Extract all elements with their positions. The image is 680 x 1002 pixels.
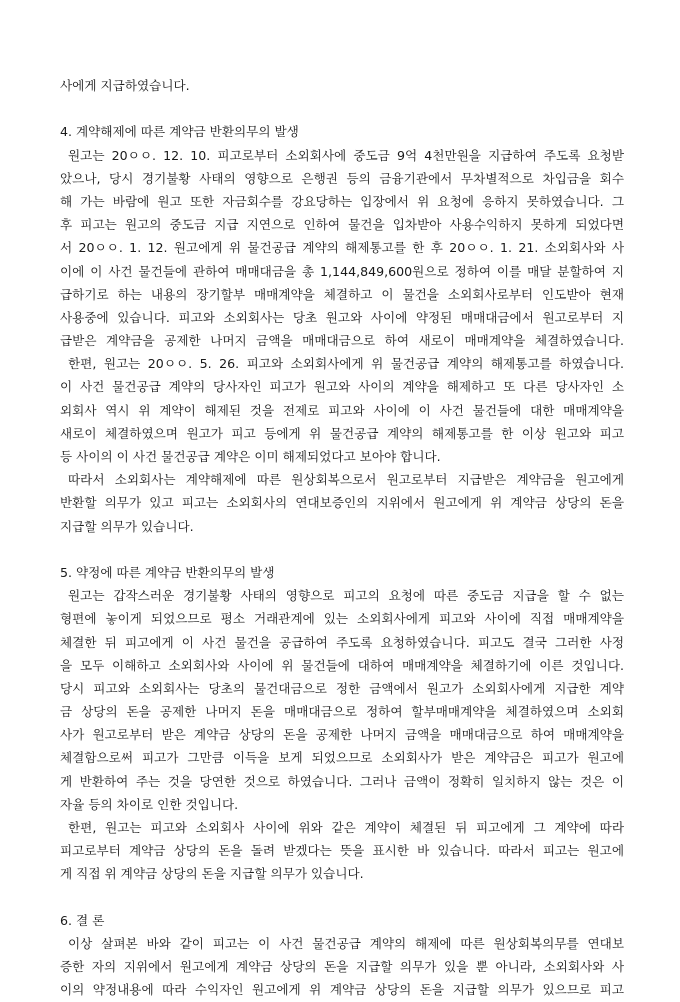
paragraph-line: 급받은 계약금을 공제한 나머지 금액을 매매대금으로 하여 새로이 매매계약을 체결하였습니다. xyxy=(60,333,624,349)
paragraph xyxy=(60,468,624,538)
paragraph-line: 사용중에 있습니다. 피고와 소외회사는 당초 원고와 사이에 약정된 매매대금에서 원고로부터 지 xyxy=(60,309,624,325)
spacer xyxy=(60,538,624,561)
intro-block xyxy=(60,74,624,97)
paragraph-line: 이에 이 사건 물건들에 관하여 매매대금을 총 1,144,849,600원으로 정하여 이를 매달 분할하여 지 xyxy=(60,263,624,279)
paragraph-line: 급하기로 하는 내용의 장기할부 매매계약을 체결하고 이 물건을 소외회사로부터 인도받아 현재 xyxy=(60,286,624,302)
paragraph xyxy=(60,932,624,1002)
paragraph-line: 게 반환하여 주는 것을 당연한 것으로 하였습니다. 그러나 금액이 정확히 일치하지 않는 것은 이 xyxy=(60,773,624,789)
section-6 xyxy=(60,909,624,1002)
paragraph xyxy=(60,816,624,886)
section-heading: 5. 약정에 따른 계약금 반환의무의 발생 xyxy=(60,564,275,580)
paragraph-line: 새로이 체결하였으며 원고가 피고 등에게 위 물건공급 계약의 해제통고를 한 이상 원고와 피고 xyxy=(60,425,624,441)
paragraph-line: 반환할 의무가 있고 피고는 소외회사의 연대보증인의 지위에서 원고에게 위 계약금 상당의 돈을 xyxy=(60,495,624,511)
paragraph-line: 당시 피고와 소외회사는 당초의 물건대금으로 정한 금액에서 원고가 소외회사에게 지급한 계약 xyxy=(60,680,624,696)
paragraph xyxy=(60,144,624,353)
paragraph-line: 외회사 역시 위 계약이 해제된 것을 전제로 피고와 사이에 이 사건 물건들에 대한 매매계약을 xyxy=(60,402,624,418)
paragraph-line: 자율 등의 차이로 인한 것입니다. xyxy=(60,796,239,812)
paragraph-line: 금 상당의 돈을 공제한 나머지 돈을 매매대금으로 정하여 할부매매계약을 체결하였으며 소외회 xyxy=(60,704,624,720)
paragraph-line: 원고는 20ㅇㅇ. 12. 10. 피고로부터 소외회사에 중도금 9억 4천만원을 지급하여 주도록 요청받 xyxy=(68,147,624,163)
section-4 xyxy=(60,120,624,537)
paragraph xyxy=(60,352,624,468)
paragraph-line: 원고는 갑작스러운 경기불황 사태의 영향으로 피고의 요청에 따른 중도금 지급을 할 수 없는 xyxy=(68,588,624,604)
paragraph-line: 체결한 뒤 피고에게 이 사건 물건을 공급하여 주도록 요청하였습니다. 피고도 결국 그러한 사정 xyxy=(60,634,624,650)
paragraph-line: 형편에 놓이게 되었으므로 평소 거래관계에 있는 소외회사에게 피고와 사이에 직접 매매계약을 xyxy=(60,611,624,627)
section-heading: 6. 결 론 xyxy=(60,912,105,928)
spacer xyxy=(60,886,624,909)
paragraph-line: 한편, 원고는 피고와 소외회사 사이에 위와 같은 계약이 체결된 뒤 피고에게 그 계약에 따라 xyxy=(68,820,624,835)
paragraph-line: 따라서 소외회사는 계약해제에 따른 원상회복으로서 원고로부터 지급받은 계약금을 원고에게 xyxy=(68,472,624,488)
paragraph-line: 후 피고는 원고의 중도금 지급 지연으로 인하여 물건을 입차받아 사용수익하지 못하게 되었다면 xyxy=(60,217,624,233)
paragraph-line: 게 직접 위 계약금 상당의 돈을 지급할 의무가 있습니다. xyxy=(60,866,364,882)
paragraph-line: 이상 살펴본 바와 같이 피고는 이 사건 물건공급 계약의 해제에 따른 원상회복의무를 연대보 xyxy=(68,935,624,951)
paragraph-line: 서 20ㅇㅇ. 1. 12. 원고에게 위 물건공급 계약의 해제통고를 한 후 20ㅇㅇ. 1. 21. 소외회사와 사 xyxy=(60,240,624,256)
paragraph-line: 았으나, 당시 경기불황 사태의 영향으로 은행권 등의 금융기관에서 무차별적으로 차입금을 회수 xyxy=(60,170,624,186)
paragraph-line: 해 가는 바람에 원고 또한 자금회수를 강요당하는 입장에서 위 요청에 응하지 못하였습니다. 그 xyxy=(60,193,624,209)
intro-line: 사에게 지급하였습니다. xyxy=(60,78,190,93)
paragraph-line: 을 모두 이해하고 소외회사와 사이에 위 물건들에 대하여 매매계약을 체결하기에 이른 것입니다. xyxy=(60,657,624,673)
document-page xyxy=(60,74,624,1002)
paragraph-line: 사가 원고로부터 받은 계약금 상당의 돈을 공제한 나머지 금액을 매매대금으로 하여 매매계약을 xyxy=(60,727,624,743)
spacer xyxy=(60,97,624,120)
paragraph-line: 증한 자의 지위에서 원고에게 계약금 상당의 돈을 지급할 의무가 있을 뿐 아니라, 소외회사와 사 xyxy=(60,959,624,975)
paragraph-line: 한편, 원고는 20ㅇㅇ. 5. 26. 피고와 소외회사에게 위 물건공급 계약의 해제통고를 하였습니다. xyxy=(68,356,624,372)
paragraph-line: 피고로부터 계약금 상당의 돈을 돌려 받겠다는 뜻을 표시한 바 있습니다. 따라서 피고는 원고에 xyxy=(60,843,624,859)
paragraph-line: 체결함으로써 피고가 그만큼 이득을 보게 되었으므로 소외회사가 받은 계약금은 피고가 원고에 xyxy=(60,750,624,766)
section-heading: 4. 계약해제에 따른 계약금 반환의무의 발생 xyxy=(60,124,299,140)
paragraph xyxy=(60,584,624,816)
section-5 xyxy=(60,561,624,886)
paragraph-line: 이의 약정내용에 따라 수익자인 원고에게 위 계약금 상당의 돈을 지급할 의무가 있으므로 피고 xyxy=(60,982,624,998)
paragraph-line: 지급할 의무가 있습니다. xyxy=(60,518,194,534)
paragraph-line: 등 사이의 이 사건 물건공급 계약은 이미 해제되었다고 보아야 합니다. xyxy=(60,449,441,464)
paragraph-line: 이 사건 물건공급 계약의 당사자인 피고가 원고와 사이의 계약을 해제하고 또 다른 당사자인 소 xyxy=(60,379,624,395)
